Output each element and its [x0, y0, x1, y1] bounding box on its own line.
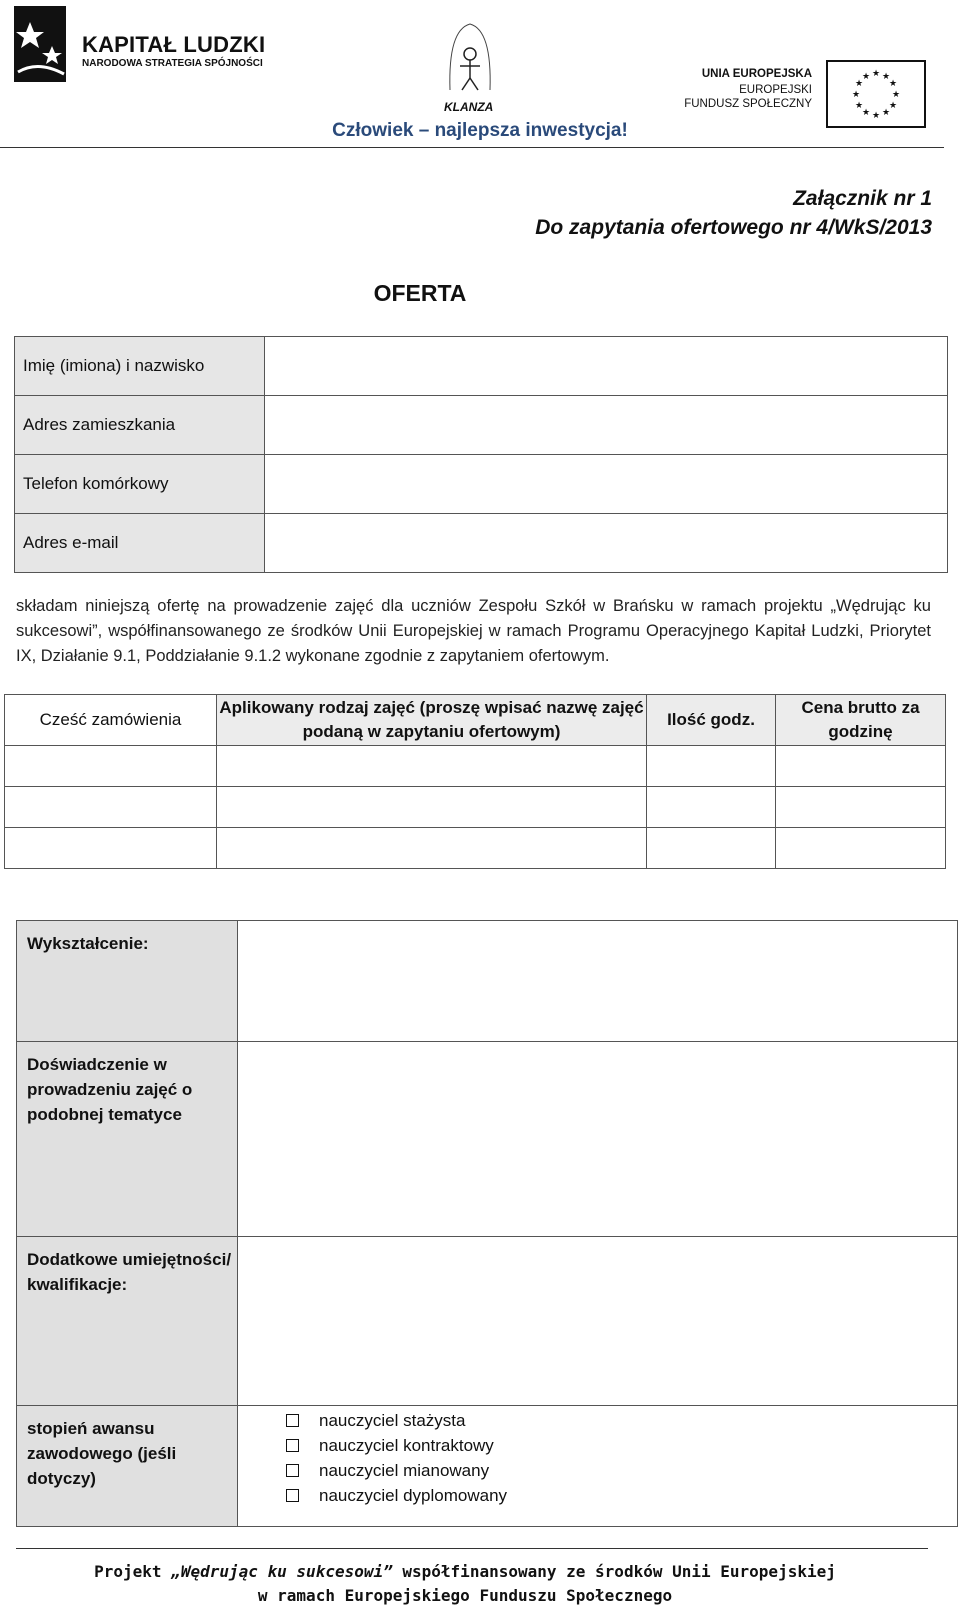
footer-line-1 — [0, 1560, 930, 1584]
table-row — [5, 786, 945, 827]
eu-line-1: UNIA EUROPEJSKA — [701, 68, 812, 80]
header-price: Cena brutto za godzinę — [775, 695, 945, 745]
checkbox-icon[interactable] — [286, 1439, 299, 1452]
price-cell[interactable] — [775, 787, 945, 827]
degree-option-label: nauczyciel mianowany — [319, 1460, 490, 1480]
footer-divider — [16, 1548, 928, 1549]
table-row — [17, 1405, 957, 1526]
email-label: Adres e-mail — [15, 514, 265, 572]
footer-project-name: „Wędrując ku sukcesowi” — [171, 1562, 393, 1581]
header-divider — [0, 147, 944, 148]
degree-option[interactable] — [238, 1433, 957, 1458]
svg-text:★: ★ — [871, 69, 881, 79]
footer-line-2: w ramach Europejskiego Funduszu Społecznego — [257, 1586, 673, 1605]
checkbox-icon[interactable] — [286, 1414, 299, 1427]
name-field[interactable] — [265, 337, 947, 395]
eu-line-2: EUROPEJSKI — [739, 84, 812, 96]
kapital-ludzki-emblem-icon — [8, 2, 72, 88]
table-row — [17, 1041, 957, 1236]
degree-option[interactable] — [238, 1408, 957, 1433]
phone-field[interactable] — [265, 455, 947, 513]
attachment-line-2: Do zapytania ofertowego nr 4/WkS/2013 — [535, 216, 932, 239]
checkbox-icon[interactable] — [286, 1464, 299, 1477]
footer-suffix: współfinansowany ze środków Unii Europejskiej — [392, 1562, 836, 1581]
attachment-line-1: Załącznik nr 1 — [793, 187, 932, 210]
experience-field[interactable] — [238, 1042, 957, 1236]
svg-text:★: ★ — [854, 79, 864, 89]
degree-label: stopień awansu zawodowego (jeśli dotyczy) — [17, 1406, 238, 1526]
phone-label: Telefon komórkowy — [15, 455, 265, 513]
education-label: Wykształcenie: — [17, 921, 238, 1041]
class-type-cell[interactable] — [216, 828, 646, 868]
header-class-type: Aplikowany rodzaj zajęć (proszę wpisać nazwę zajęć podaną w zapytaniu ofertowym) — [216, 695, 646, 745]
svg-text:★: ★ — [891, 90, 901, 100]
svg-text:★: ★ — [888, 101, 898, 111]
personal-data-table — [14, 336, 948, 573]
degree-options — [238, 1406, 957, 1526]
table-row — [15, 513, 947, 572]
name-label: Imię (imiona) i nazwisko — [15, 337, 265, 395]
degree-option-label: nauczyciel dyplomowany — [319, 1485, 508, 1505]
slogan-text: Człowiek – najlepsza inwestycja! — [332, 120, 628, 141]
qualifications-table — [16, 920, 958, 1527]
order-part-cell[interactable] — [5, 828, 216, 868]
footer — [0, 1560, 930, 1608]
order-table — [4, 694, 946, 869]
degree-option-label: nauczyciel kontraktowy — [319, 1435, 494, 1455]
svg-text:★: ★ — [851, 90, 861, 100]
svg-text:★: ★ — [854, 101, 864, 111]
klanza-logo — [440, 20, 500, 115]
checkbox-icon[interactable] — [286, 1489, 299, 1502]
svg-text:★: ★ — [861, 108, 871, 118]
class-type-cell[interactable] — [216, 787, 646, 827]
price-cell[interactable] — [775, 746, 945, 786]
education-field[interactable] — [238, 921, 957, 1041]
kapital-ludzki-logo — [8, 2, 308, 92]
degree-option-label: nauczyciel stażysta — [319, 1410, 466, 1430]
table-row — [15, 395, 947, 454]
table-row — [17, 921, 957, 1041]
experience-label: Doświadczenie w prowadzeniu zajęć o podobnej tematyce — [17, 1042, 238, 1236]
table-row — [15, 337, 947, 395]
table-row — [5, 745, 945, 786]
klanza-text: KLANZA — [444, 100, 494, 114]
offer-paragraph: składam niniejszą ofertę na prowadzenie zajęć dla uczniów Zespołu Szkół w Brańsku w ramach projektu „Wędrując ku sukcesowi”, współfinansowanego ze środków Unii Europejskiej w ramach Programu Operacyjnego Kapitał Ludzki, Priorytet IX, Działanie 9.1, Poddziałanie 9.1.2 wykonane zgodnie z zapytaniem ofertowym. — [16, 597, 931, 665]
header-hours: Ilość godz. — [646, 695, 775, 745]
hours-cell[interactable] — [646, 746, 775, 786]
skills-label: Dodatkowe umiejętności/ kwalifikacje: — [17, 1237, 238, 1405]
svg-text:★: ★ — [871, 111, 881, 121]
footer-prefix: Projekt — [94, 1562, 172, 1581]
address-label: Adres zamieszkania — [15, 396, 265, 454]
hours-cell[interactable] — [646, 787, 775, 827]
header-order-part: Cześć zamówienia — [5, 695, 216, 745]
svg-text:★: ★ — [881, 72, 891, 82]
slogan — [0, 120, 960, 142]
kapital-ludzki-title: KAPITAŁ LUDZKI — [82, 32, 266, 57]
svg-text:★: ★ — [881, 108, 891, 118]
hours-cell[interactable] — [646, 828, 775, 868]
class-type-cell[interactable] — [216, 746, 646, 786]
svg-text:★: ★ — [888, 79, 898, 89]
klanza-figure-icon — [440, 20, 500, 100]
kapital-ludzki-subtitle: NARODOWA STRATEGIA SPÓJNOŚCI — [82, 58, 263, 69]
email-field[interactable] — [265, 514, 947, 572]
order-part-cell[interactable] — [5, 746, 216, 786]
degree-option[interactable] — [238, 1458, 957, 1483]
table-row — [5, 827, 945, 868]
table-row — [15, 454, 947, 513]
degree-option[interactable] — [238, 1483, 957, 1508]
eu-flag-icon — [826, 60, 926, 128]
attachment-header — [535, 184, 932, 242]
table-header-row — [5, 695, 945, 745]
price-cell[interactable] — [775, 828, 945, 868]
eu-line-3: FUNDUSZ SPOŁECZNY — [684, 98, 812, 110]
svg-text:★: ★ — [861, 72, 871, 82]
skills-field[interactable] — [238, 1237, 957, 1405]
order-part-cell[interactable] — [5, 787, 216, 827]
page-title: OFERTA — [373, 280, 467, 306]
table-row — [17, 1236, 957, 1405]
address-field[interactable] — [265, 396, 947, 454]
